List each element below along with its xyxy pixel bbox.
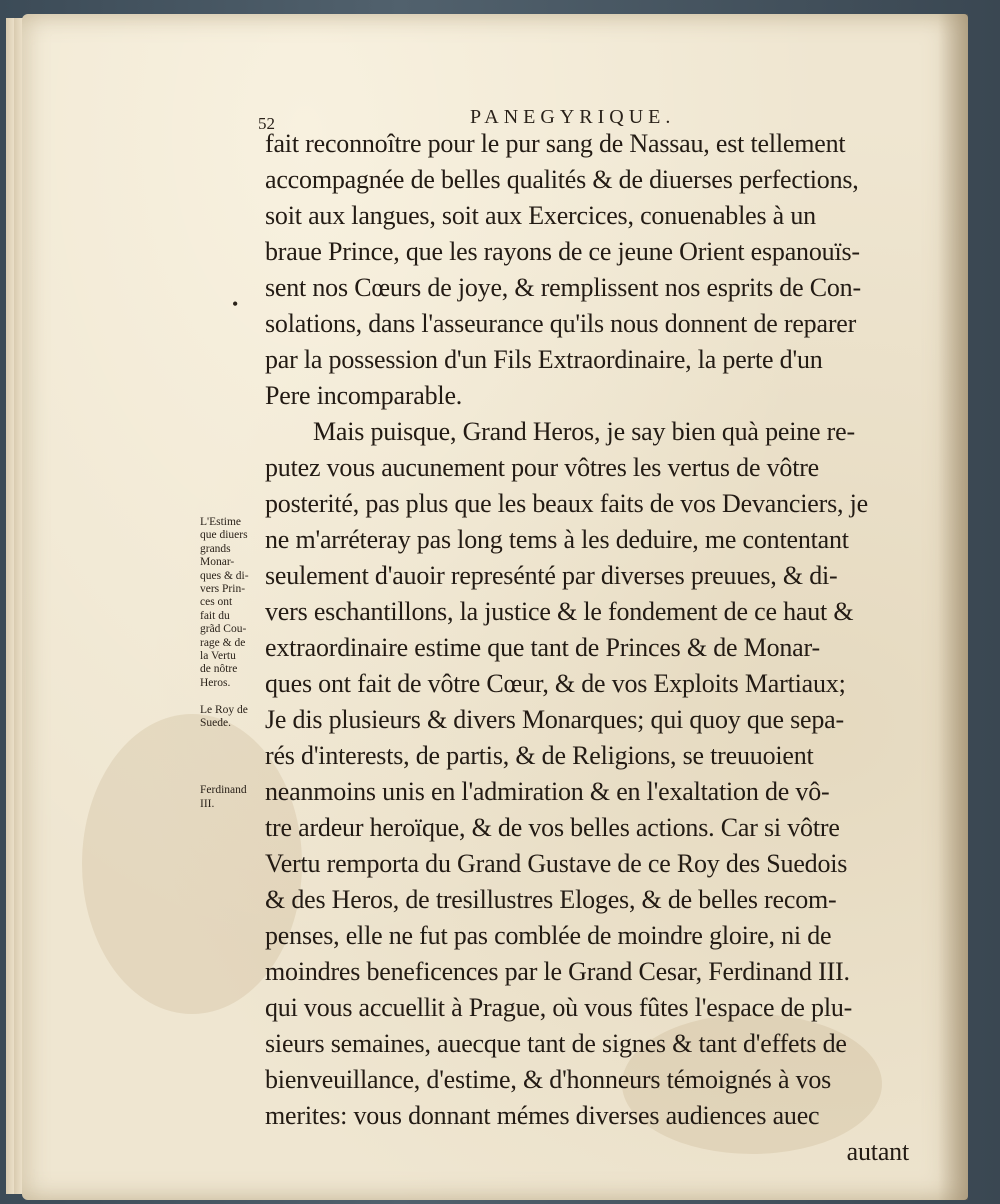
margin-note-line: Heros. [200,676,231,689]
margin-note-line: que diuers [200,529,248,542]
margin-note-line: Le Roy de [200,703,248,716]
margin-note-spacer [200,757,292,770]
text-line: neanmoins unis en l'admiration & en l'exaltation de vô- [265,777,830,806]
margin-note-spacer [200,771,292,784]
running-title: PANEGYRIQUE. [470,106,676,128]
text-line: bienveuillance, d'estime, & d'honneurs témoignés à vos [265,1065,832,1094]
margin-note-line: Suede. [200,717,231,730]
margin-note-spacer [200,731,292,744]
text-line: qui vous accuellit à Prague, où vous fûtes l'espace de plu- [265,993,853,1022]
margin-note-line: de nôtre [200,663,238,676]
text-line: & des Heros, de tresillustres Eloges, & de belles recom- [265,885,837,914]
margin-note-line: vers Prin- [200,583,246,596]
margin-note-line: rage & de [200,636,246,649]
margin-note-line: grãd Cou- [200,623,247,636]
margin-notes [200,516,292,811]
text-line: Vertu remporta du Grand Gustave de ce Roy des Suedois [265,849,848,878]
margin-note-spacer [200,744,292,757]
text-line: Mais puisque, Grand Heros, je say bien quà peine re- [313,417,855,446]
catchword: autant [846,1137,909,1166]
text-line: merites: vous donnant mémes diverses audiences auec [265,1101,820,1130]
text-line: accompagnée de belles qualités & de diuerses perfections, [265,165,859,194]
margin-note-line: ques & di- [200,569,249,582]
margin-note-line: grands [200,542,231,555]
ink-mark: • [232,294,239,314]
page-gutter-shadow [938,14,968,1200]
text-line: Pere incomparable. [265,381,463,410]
text-line: extraordinaire estime que tant de Princes & de Monar- [265,633,820,662]
margin-note-line: ces ont [200,596,233,609]
text-line: braue Prince, que les rayons de ce jeune Orient espanouïs- [265,237,860,266]
text-line: Je dis plusieurs & divers Monarques; qui quoy que sepa- [265,705,844,734]
text-line: posterité, pas plus que les beaux faits de vos Devanciers, je [265,489,868,518]
margin-note-line: la Vertu [200,650,236,663]
text-line: par la possession d'un Fils Extraordinaire, la perte d'un [265,345,823,374]
margin-note-line: Ferdinand [200,784,247,797]
text-line: tre ardeur heroïque, & de vos belles actions. Car si vôtre [265,813,840,842]
text-line: fait reconnoître pour le pur sang de Nassau, est tellement [265,129,846,158]
margin-note-line: III. [200,797,215,810]
page-number: 52 [258,114,275,133]
text-line: vers eschantillons, la justice & le fondement de ce haut & [265,597,854,626]
text-line: putez vous aucunement pour vôtres les vertus de vôtre [265,453,820,482]
text-line: solations, dans l'asseurance qu'ils nous donnent de reparer [265,309,857,338]
text-line: soit aux langues, soit aux Exercices, conuenables à un [265,201,816,230]
text-line: moindres beneficences par le Grand Cesar, Ferdinand III. [265,957,850,986]
text-line: seulement d'auoir represénté par diverses preuues, & di- [265,561,838,590]
text-line: sent nos Cœurs de joye, & remplissent nos esprits de Con- [265,273,861,302]
margin-note-spacer [200,690,292,703]
text-line: sieurs semaines, auecque tant de signes & tant d'effets de [265,1029,847,1058]
text-line: ne m'arréteray pas long tems à les deduire, me contentant [265,525,849,554]
margin-note-line: L'Estime [200,516,242,528]
margin-note-line: fait du [200,609,230,622]
body-text [265,126,915,1170]
margin-note-line: Monar- [200,556,235,569]
text-line: penses, elle ne fut pas comblée de moindre gloire, ni de [265,921,832,950]
text-line: rés d'interests, de partis, & de Religions, se treuuoient [265,741,814,770]
text-line: ques ont fait de vôtre Cœur, & de vos Exploits Martiaux; [265,669,846,698]
